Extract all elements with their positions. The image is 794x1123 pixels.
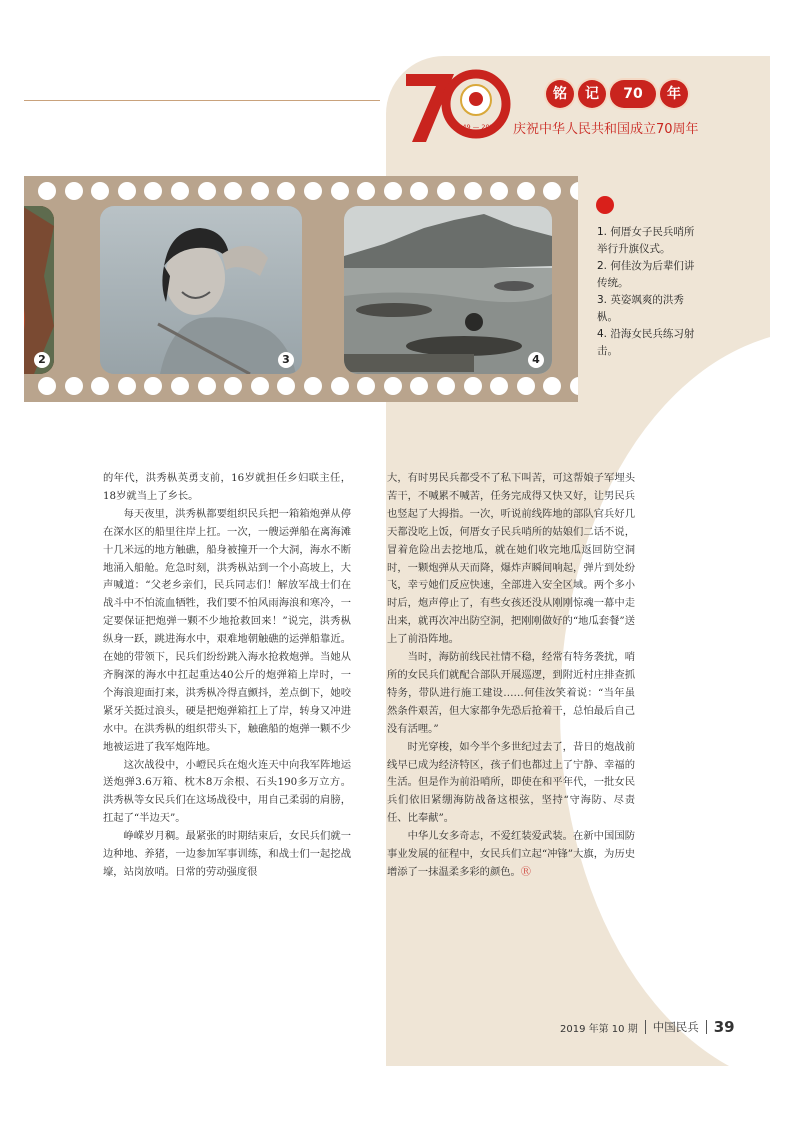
film-hole — [464, 182, 482, 200]
footer-divider — [645, 1020, 646, 1034]
film-hole — [224, 377, 242, 395]
anniversary-badge-row — [546, 80, 688, 108]
article-paragraph — [387, 828, 635, 882]
film-hole — [543, 182, 561, 200]
article-paragraph: 每天夜里，洪秀枞都要组织民兵把一箱箱炮弹从停在深水区的船里往岸上扛。一次，一艘运弹船在离海滩十几米远的地方触礁，船身被撞开一个大洞，海水不断地涌入船舱。危急时刻，洪秀枞站到一个小高坡上，大声喊道：“父老乡亲们，民兵同志们！解放军战士们在战斗中不怕流血牺牲，我们要不怕风雨海浪和寒冷，一定要保证把炮弹一颗不少地抢救回来！”说完，洪秀枞纵身一跃，跳进海水中，艰难地朝触礁的运弹船靠近。在她的带领下，民兵们纷纷跳入海水抢救炮弹。当她从齐胸深的海水中扛起重达40公斤的炮弹箱上岸时，一个海浪迎面打来，洪秀枞冷得直颤抖，差点倒下，她咬紧牙关挺过浪头，硬是把炮弹箱扛上了岸，转身又冲进水中。在洪秀枞的组织带头下，触礁船的炮弹一颗不少地被运进了我军炮阵地。 — [103, 507, 351, 753]
footer-divider — [706, 1020, 707, 1034]
header-rule — [24, 100, 380, 101]
national-emblem-center — [469, 92, 483, 106]
film-hole — [304, 377, 322, 395]
article-column-left — [103, 470, 351, 882]
film-hole — [464, 377, 482, 395]
anniversary-subtitle: 庆祝中华人民共和国成立70周年 — [513, 122, 699, 137]
badge-char: 记 — [578, 80, 606, 108]
film-hole — [277, 377, 295, 395]
film-hole — [277, 182, 295, 200]
film-hole — [384, 182, 402, 200]
film-hole — [38, 377, 56, 395]
film-hole — [251, 182, 269, 200]
issue-label: 2019 年第 10 期 — [560, 1023, 638, 1035]
film-hole — [65, 182, 83, 200]
film-hole — [517, 377, 535, 395]
photo-frame-4 — [344, 206, 552, 374]
film-hole — [437, 377, 455, 395]
magazine-name: 中国民兵 — [652, 1020, 699, 1034]
film-hole — [118, 377, 136, 395]
article-paragraph-text: 中华儿女多奇志，不爱红装爱武装。在新中国国防事业发展的征程中，女民兵们立起“冲锋”大旗，为历史增添了一抹温柔多彩的颜色。 — [387, 830, 635, 878]
film-hole — [437, 182, 455, 200]
article-paragraph: 当时，海防前线民社情不稳，经常有特务袭扰，哨所的女民兵们就配合部队开展巡逻，到附近村庄排查抓特务，带队进行施工建设……何佳汝笑着说：“当年虽然条件艰苦，但大家都争先恐后抢着干，总怕最后自己没有活哩。” — [387, 651, 635, 735]
badge-char: 年 — [660, 80, 688, 108]
article-end-mark: Ⓡ — [520, 866, 531, 878]
article-column-right — [387, 470, 635, 882]
film-hole — [357, 377, 375, 395]
photo-film-strip — [24, 176, 578, 402]
caption-marker-icon — [596, 196, 614, 214]
film-hole — [410, 182, 428, 200]
film-hole — [357, 182, 375, 200]
film-hole — [331, 377, 349, 395]
film-hole — [91, 377, 109, 395]
photo-frame-3 — [100, 206, 302, 374]
film-hole — [65, 377, 83, 395]
film-hole — [198, 377, 216, 395]
film-hole — [517, 182, 535, 200]
badge-char: 70 — [610, 80, 656, 108]
film-hole — [490, 377, 508, 395]
film-hole — [543, 377, 561, 395]
film-hole — [251, 377, 269, 395]
article-paragraph: 大，有时男民兵都受不了私下叫苦，可这帮娘子军埋头苦干，不喊累不喊苦，任务完成得又快又好，让男民兵也竖起了大拇指。一次，听说前线阵地的部队官兵好几天都没吃上饭，何厝女子民兵哨所的姑娘们二话不说，冒着危险出去挖地瓜，就在她们收完地瓜返回防空洞时，一颗炮弹从天而降，爆炸声瞬间响起，弹片到处纷飞，幸亏她们反应快速，全部进入安全区域。两个多小时后，炮声停止了，有些女孩还没从刚刚惊魂一幕中走出来，就再次冲出防空洞，把刚刚做好的“地瓜套餐”送上了前沿阵地。 — [387, 472, 635, 646]
photo-number-badge: 2 — [34, 352, 50, 368]
page-number: 39 — [713, 1018, 735, 1036]
film-hole — [224, 182, 242, 200]
film-hole — [91, 182, 109, 200]
film-hole — [198, 182, 216, 200]
portrait-photo — [100, 206, 302, 374]
caption-item: 1. 何厝女子民兵哨所举行升旗仪式。 — [597, 226, 695, 255]
article-paragraph: 时光穿梭，如今半个多世纪过去了，昔日的炮战前线早已成为经济特区，孩子们也都过上了宁静、幸福的生活。但是作为前沿哨所，即使在和平年代，一批女民兵们依旧紧绷海防战备这根弦，坚持“守海防、尽责任、比奉献”。 — [387, 740, 635, 825]
film-hole — [570, 182, 578, 200]
article-paragraph: 峥嵘岁月稠。最紧张的时期结束后，女民兵们就一边种地、养猪，一边参加军事训练，和战士们一起挖战壕，站岗放哨。日常的劳动强度很 — [103, 830, 351, 878]
caption-item: 2. 何佳汝为后辈们讲传统。 — [597, 260, 695, 289]
film-hole — [171, 377, 189, 395]
film-hole — [38, 182, 56, 200]
seventy-anniversary-emblem — [402, 68, 512, 144]
photo-number-badge: 4 — [528, 352, 544, 368]
sea-drill-photo — [344, 206, 552, 374]
film-hole — [384, 377, 402, 395]
film-hole — [118, 182, 136, 200]
film-hole — [171, 182, 189, 200]
film-hole — [144, 182, 162, 200]
film-hole — [304, 182, 322, 200]
film-hole — [331, 182, 349, 200]
emblem-years: 1949 — 2019 — [454, 123, 498, 131]
photo-captions — [597, 224, 702, 360]
film-hole — [490, 182, 508, 200]
caption-item: 4. 沿海女民兵练习射击。 — [597, 328, 695, 357]
page-footer — [560, 1018, 735, 1036]
film-hole — [144, 377, 162, 395]
badge-char: 铭 — [546, 80, 574, 108]
caption-item: 3. 英姿飒爽的洪秀枞。 — [597, 294, 684, 323]
photo-number-badge: 3 — [278, 352, 294, 368]
film-hole — [570, 377, 578, 395]
photo-frame-2 — [24, 206, 54, 374]
article-paragraph: 这次战役中，小嶝民兵在炮火连天中向我军阵地运送炮弹3.6万箱、枕木8万余根、石头190多万立方。洪秀枞等女民兵们在这场战役中，用自己柔弱的肩膀，扛起了“半边天”。 — [103, 758, 351, 825]
article-paragraph: 的年代，洪秀枞英勇支前，16岁就担任乡妇联主任，18岁就当上了乡长。 — [103, 472, 351, 502]
film-hole — [410, 377, 428, 395]
